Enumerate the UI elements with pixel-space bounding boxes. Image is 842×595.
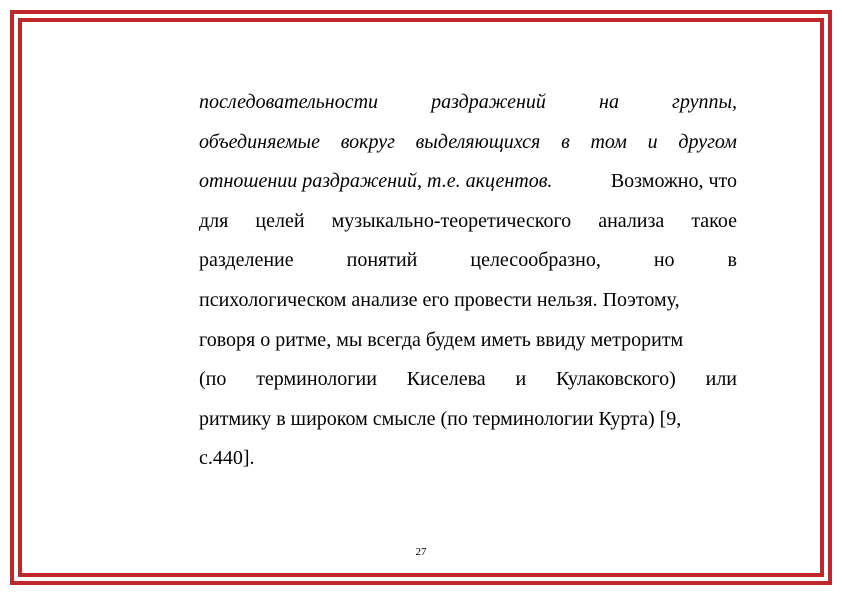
text-segment: другом bbox=[678, 130, 737, 153]
text-line bbox=[199, 321, 737, 361]
text-line bbox=[199, 123, 737, 163]
text-segment: такое bbox=[691, 209, 737, 232]
text-segment: отношении раздражений, т.е. акцентов. bbox=[199, 170, 553, 193]
body-paragraph bbox=[199, 83, 737, 479]
page-number: 27 bbox=[415, 546, 427, 558]
text-segment: музыкально-теоретического bbox=[331, 209, 572, 232]
text-segment: разделение bbox=[199, 249, 294, 272]
text-segment: психологическом анализе его провести нельзя. Поэтому, bbox=[199, 288, 680, 311]
text-segment: но bbox=[653, 249, 675, 272]
text-segment: выделяющихся bbox=[415, 130, 541, 153]
text-segment: (по bbox=[199, 368, 227, 391]
text-line bbox=[199, 83, 737, 123]
text-segment: говоря о ритме, мы всегда будем иметь ввиду метроритм bbox=[199, 328, 684, 351]
text-segment: ритмику в широком смысле (по терминологии Курта) [9, bbox=[199, 407, 682, 430]
text-line bbox=[199, 241, 737, 281]
text-segment: Кулаковского) bbox=[556, 368, 676, 391]
text-segment: целесообразно, bbox=[470, 249, 601, 272]
text-segment: анализа bbox=[598, 209, 665, 232]
text-segment: Возможно, что bbox=[610, 170, 737, 193]
text-segment: раздражений bbox=[431, 91, 546, 113]
text-segment: с.440]. bbox=[199, 447, 255, 470]
text-segment: в bbox=[727, 249, 737, 272]
text-segment: Киселева bbox=[406, 368, 486, 391]
text-line bbox=[199, 400, 737, 440]
text-line bbox=[199, 281, 737, 321]
text-segment: группы, bbox=[672, 91, 737, 113]
text-segment: том bbox=[590, 130, 627, 153]
text-segment: объединяемые bbox=[199, 130, 320, 153]
text-segment: и bbox=[515, 368, 527, 391]
text-segment: для bbox=[199, 209, 229, 232]
text-segment: понятий bbox=[346, 249, 418, 272]
text-segment: вокруг bbox=[340, 130, 395, 153]
text-segment: целей bbox=[255, 209, 305, 232]
text-segment: последовательности bbox=[199, 91, 379, 113]
text-segment: и bbox=[647, 130, 658, 153]
text-segment: на bbox=[599, 91, 619, 113]
text-segment: терминологии bbox=[256, 368, 377, 391]
text-line bbox=[199, 202, 737, 242]
text-line bbox=[199, 439, 737, 479]
text-segment: или bbox=[705, 368, 737, 391]
text-segment: в bbox=[561, 130, 570, 153]
text-line bbox=[199, 360, 737, 400]
text-line bbox=[199, 162, 737, 202]
